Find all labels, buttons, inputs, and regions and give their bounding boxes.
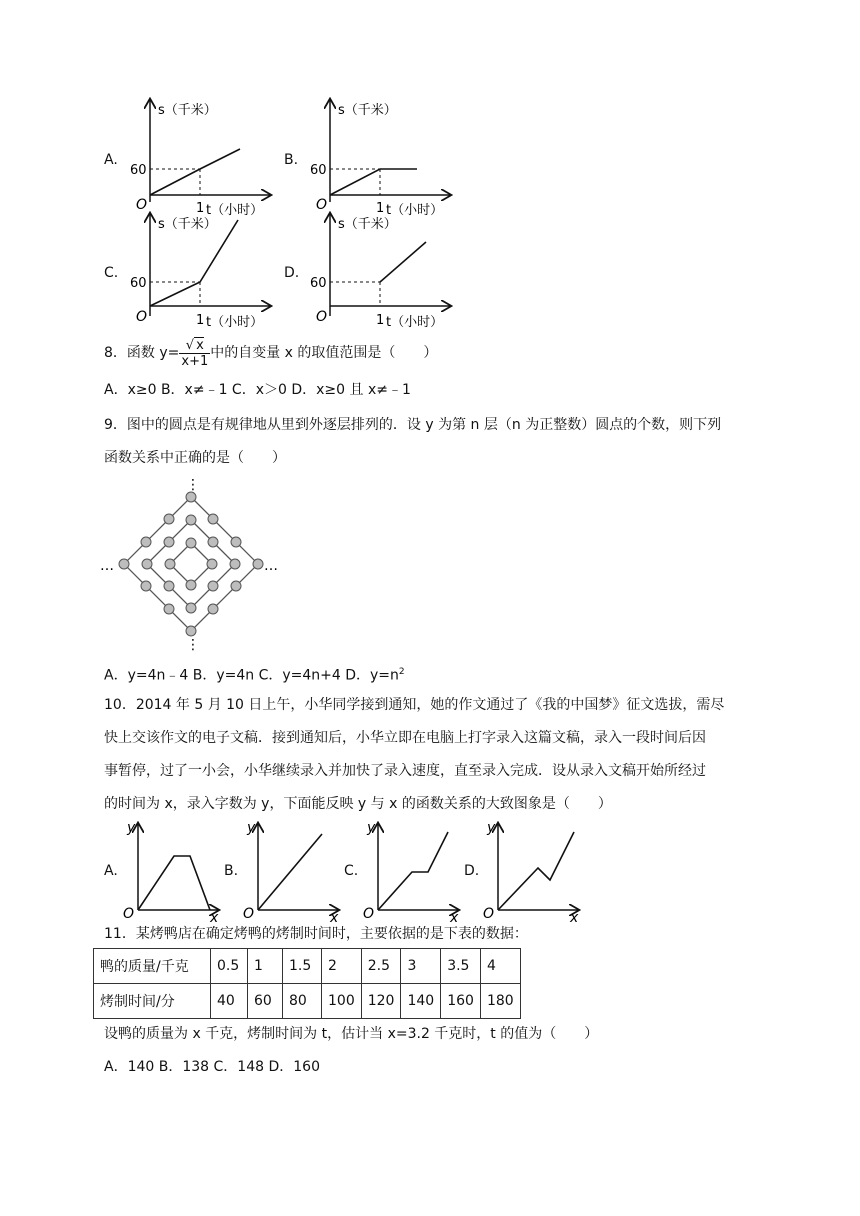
table-header-cell: 烤制时间/分 — [94, 984, 211, 1019]
x-tick: 1 — [196, 201, 205, 216]
x-axis-label: t（小时） — [386, 315, 444, 330]
origin: O — [136, 197, 148, 213]
y-axis-label: y — [247, 820, 256, 836]
q10-graph-c — [358, 818, 464, 922]
y-tick: 60 — [310, 276, 327, 291]
dots-bottom: ⋮ — [186, 637, 200, 653]
x-axis-label: t（小时） — [386, 203, 444, 217]
table-cell: 2.5 — [361, 949, 401, 984]
table-cell: 40 — [211, 984, 248, 1019]
dots-right: … — [264, 558, 278, 574]
dots-top: ⋮ — [186, 477, 200, 493]
table-header-cell: 鸭的质量/千克 — [94, 949, 211, 984]
table-cell: 80 — [283, 984, 322, 1019]
q9-stem-line1: 9．图中的圆点是有规律地从里到外逐层排列的．设 y 为第 n 层（n 为正整数）圆点的个数，则下列 — [104, 417, 722, 433]
q10-option-b-label: B. — [224, 863, 239, 879]
q8-fraction — [179, 337, 210, 369]
q10-stem-line2: 快上交该作文的电子文稿．接到通知后，小华立即在电脑上打字录入这篇文稿，录入一段时间后因 — [104, 730, 706, 746]
table-cell: 100 — [322, 984, 362, 1019]
q10-option-a-label: A. — [104, 863, 118, 879]
graph-line — [380, 242, 426, 282]
dots — [119, 492, 263, 636]
x-axis-label: t（小时） — [206, 203, 264, 217]
x-axis-label: x — [450, 910, 459, 922]
q9-stem-line2: 函数关系中正确的是（ ） — [104, 450, 286, 466]
q10-graph-b — [238, 818, 344, 922]
x-tick: 1 — [196, 313, 205, 328]
origin: O — [136, 309, 148, 325]
table-cell: 60 — [248, 984, 283, 1019]
q10-stem-line1: 10．2014 年 5 月 10 日上午，小华同学接到通知，她的作文通过了《我的中国梦》征文选拔，需尽 — [104, 697, 725, 713]
graph-line — [498, 832, 574, 910]
graph-line — [150, 149, 240, 195]
q7-graph-b — [300, 92, 460, 217]
q7-option-b-label: B. — [284, 152, 299, 168]
q10-option-c-label: C. — [344, 863, 359, 879]
table-cell: 2 — [322, 949, 362, 984]
origin: O — [316, 197, 328, 213]
table-cell: 1 — [248, 949, 283, 984]
q7-graph-a — [120, 92, 280, 217]
q7-graph-c — [120, 206, 280, 331]
graph-line — [378, 832, 448, 910]
table-cell: 3 — [401, 949, 441, 984]
q8-stem-suffix: 中的自变量 x 的取值范围是（ ） — [210, 345, 438, 361]
q11-stem: 11．某烤鸭店在确定烤鸭的烤制时间时，主要依据的是下表的数据： — [104, 926, 528, 942]
q10-stem-line3: 事暂停，过了一小会，小华继续录入并加快了录入速度，直至录入完成．设从录入文稿开始所经过 — [104, 763, 706, 779]
origin: O — [483, 906, 495, 922]
q8-frac-numerator: x — [196, 338, 204, 353]
y-tick: 60 — [130, 276, 147, 291]
origin: O — [123, 906, 135, 922]
q8-stem-prefix: 8．函数 y= — [104, 345, 180, 361]
x-axis-label: x — [210, 910, 219, 922]
q10-graph-a — [118, 818, 224, 922]
y-axis-label: s（千米） — [158, 217, 217, 232]
table-cell: 4 — [480, 949, 520, 984]
q9-options — [104, 662, 405, 686]
q8-stem — [104, 335, 437, 371]
y-tick: 60 — [130, 163, 147, 178]
origin: O — [243, 906, 255, 922]
q11-question: 设鸭的质量为 x 千克，烤制时间为 t，估计当 x=3.2 千克时，t 的值为（ ） — [104, 1026, 599, 1042]
y-axis-label: s（千米） — [338, 103, 397, 118]
table-cell: 0.5 — [211, 949, 248, 984]
y-axis-label: y — [487, 820, 496, 836]
origin: O — [363, 906, 375, 922]
q9-dot-diagram — [100, 475, 300, 655]
x-axis-label: x — [330, 910, 339, 922]
q7-option-d-label: D. — [284, 265, 300, 281]
table-row — [94, 984, 521, 1019]
q9-options-sup: 2 — [398, 667, 405, 677]
x-axis-label: t（小时） — [206, 315, 264, 330]
q8-frac-denominator: x+1 — [181, 354, 209, 369]
table-row — [94, 949, 521, 984]
y-axis-label: y — [127, 820, 136, 836]
q11-table — [93, 948, 521, 1019]
y-axis-label: s（千米） — [158, 103, 217, 118]
y-axis-label: s（千米） — [338, 217, 397, 232]
q7-graph-d — [300, 206, 460, 331]
dots-left: … — [100, 558, 114, 574]
table-cell: 160 — [441, 984, 481, 1019]
x-axis-label: x — [570, 910, 579, 922]
q7-option-a-label: A. — [104, 152, 118, 168]
q9-options-text: A．y=4n﹣4 B．y=4n C．y=4n+4 D．y=n — [104, 667, 399, 684]
table-cell: 3.5 — [441, 949, 481, 984]
origin: O — [316, 309, 328, 325]
q11-options: A．140 B．138 C．148 D．160 — [104, 1059, 320, 1075]
q8-options: A．x≥0 B．x≠﹣1 C．x＞0 D．x≥0 且 x≠﹣1 — [104, 382, 411, 398]
q10-stem-line4: 的时间为 x，录入字数为 y，下面能反映 y 与 x 的函数关系的大致图象是（ ） — [104, 796, 612, 812]
graph-line — [330, 169, 417, 195]
sqrt-sign: √ — [185, 338, 195, 353]
graph-line — [258, 834, 322, 910]
table-cell: 180 — [480, 984, 520, 1019]
q10-option-d-label: D. — [464, 863, 480, 879]
table-cell: 1.5 — [283, 949, 322, 984]
x-tick: 1 — [376, 313, 385, 328]
y-axis-label: y — [367, 820, 376, 836]
q10-graph-d — [478, 818, 584, 922]
table-cell: 120 — [361, 984, 401, 1019]
table-cell: 140 — [401, 984, 441, 1019]
graph-line — [150, 220, 238, 306]
y-tick: 60 — [310, 163, 327, 178]
graph-line — [138, 856, 210, 910]
x-tick: 1 — [376, 201, 385, 216]
q7-option-c-label: C. — [104, 265, 119, 281]
